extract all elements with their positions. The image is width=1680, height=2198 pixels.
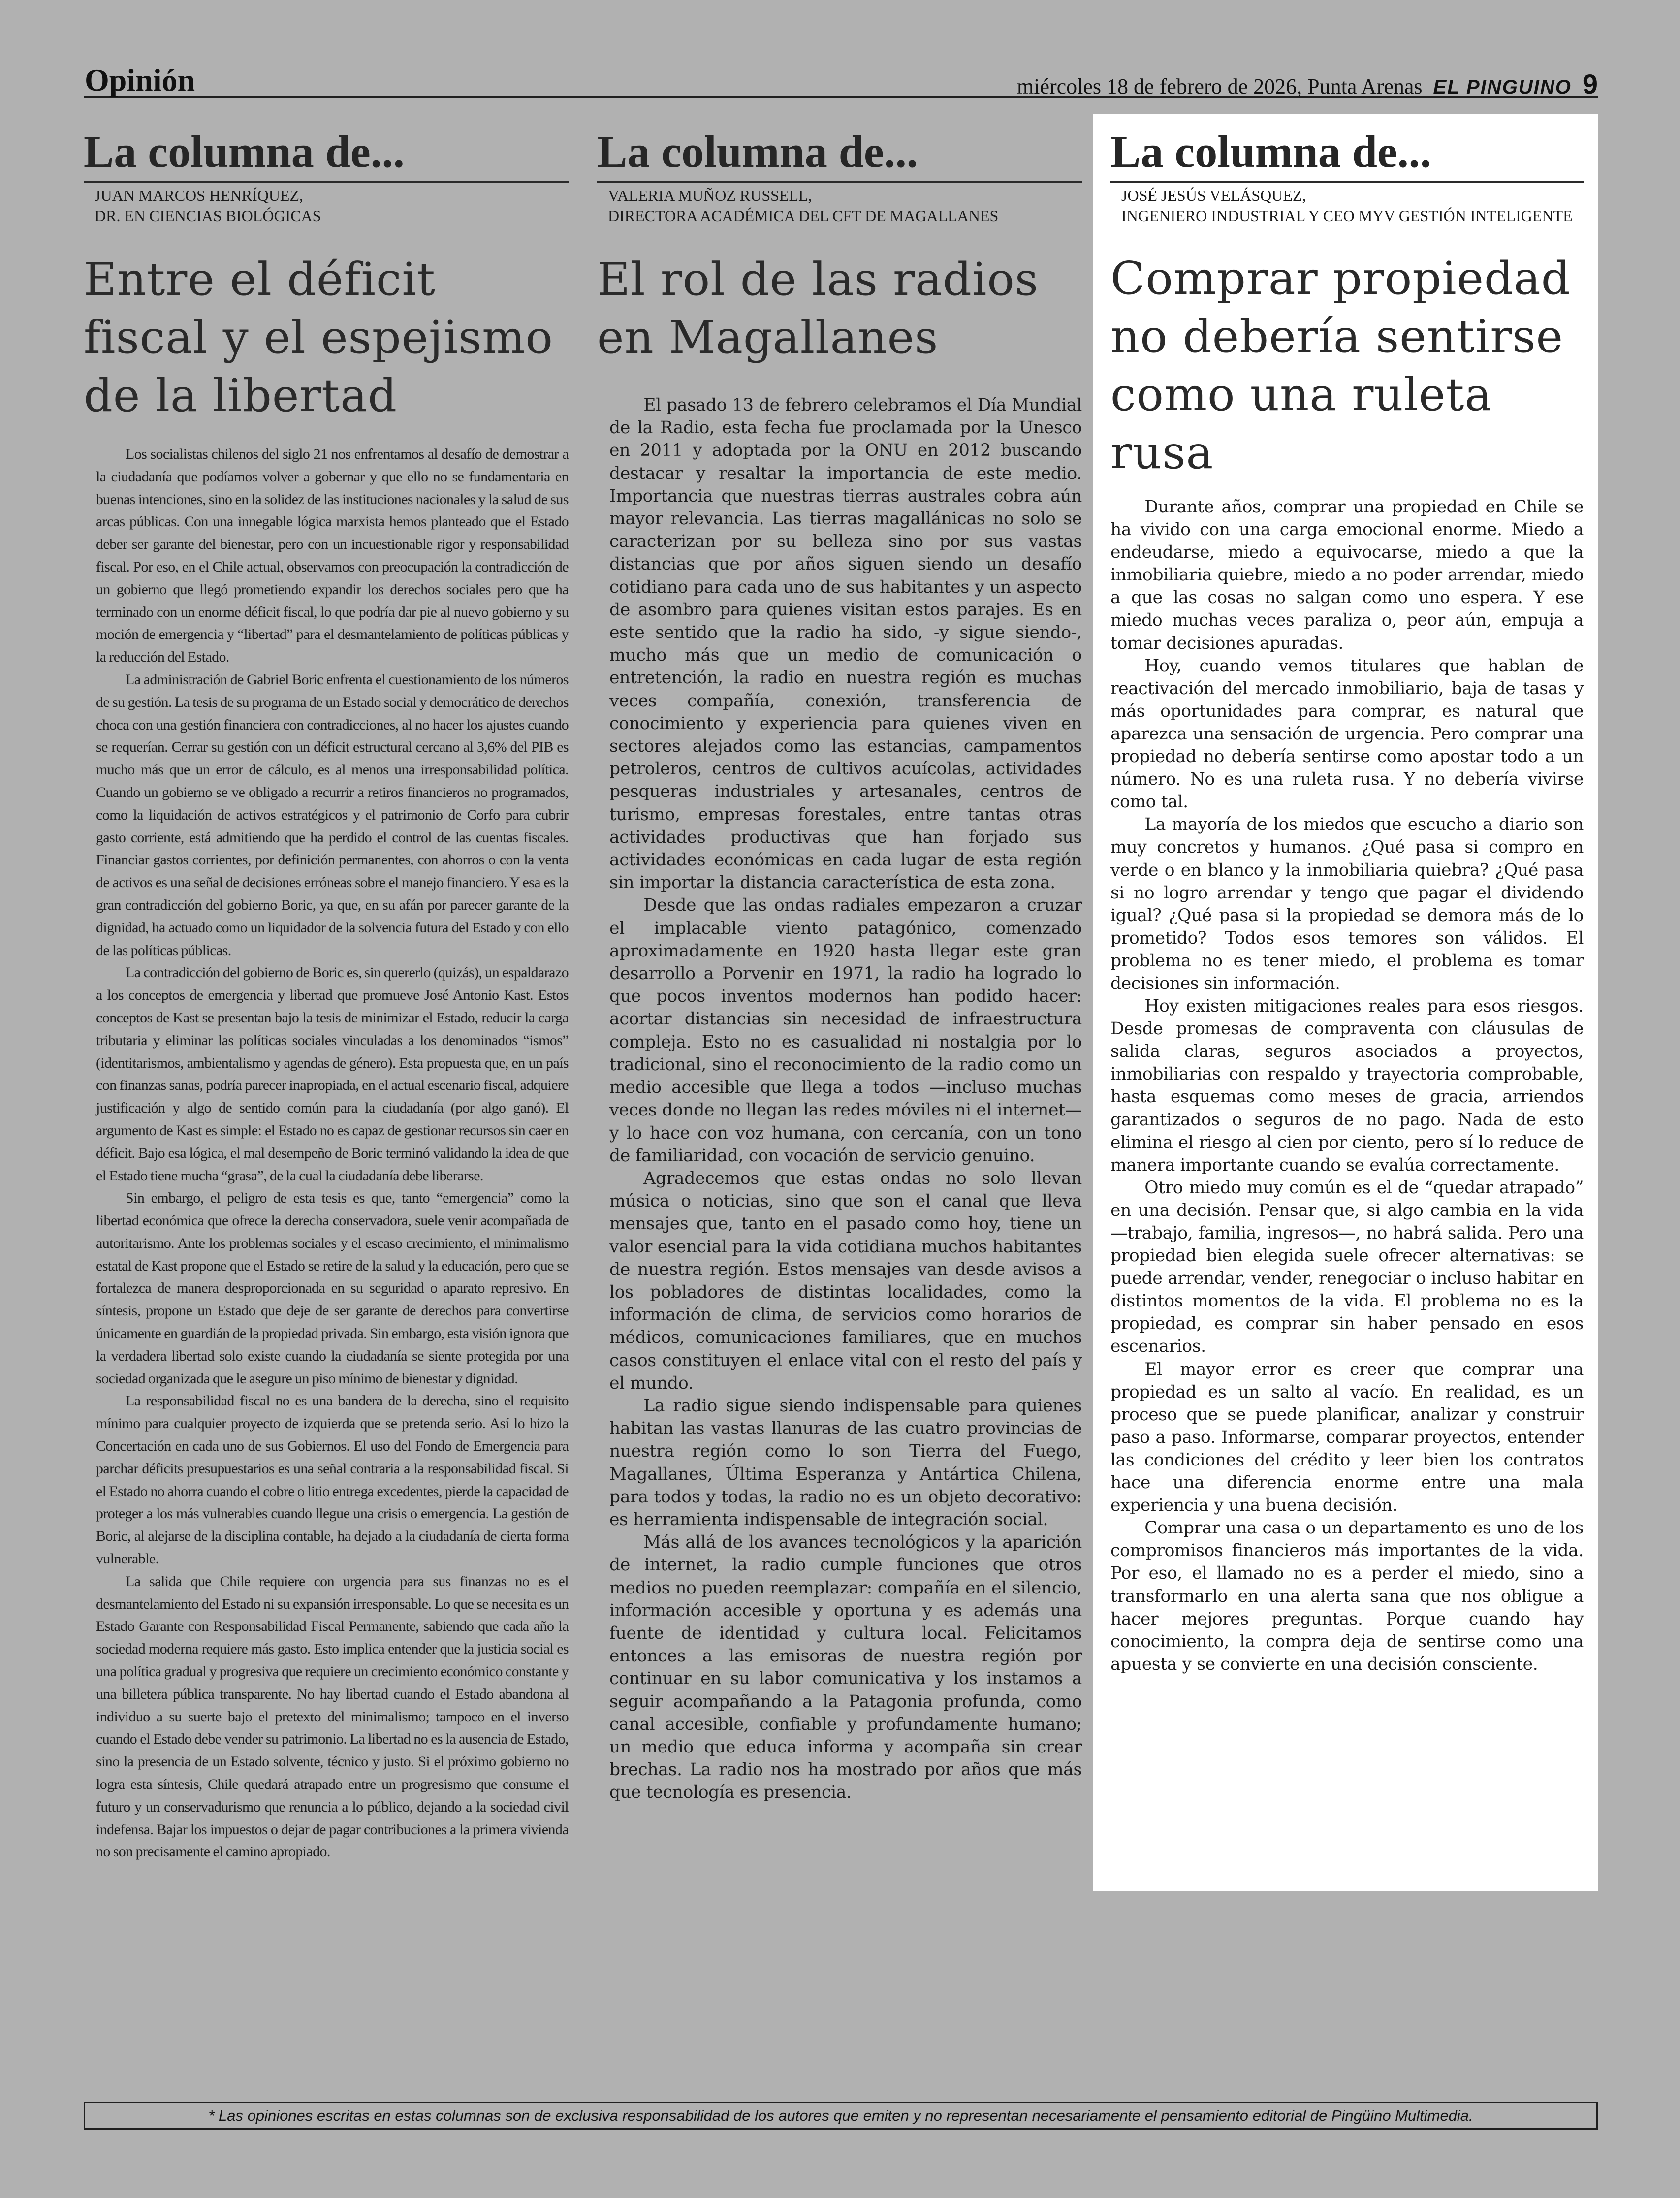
paragraph: La contradicción del gobierno de Boric es, sin quererlo (quizás), un espaldarazo a los conceptos de emergencia y libertad que promueve José Antonio Kast. Estos conceptos de Kast se presentan bajo la tesis de minimizar el Estado, reducir la carga tributaria y eliminar las políticas sociales vinculadas a los denominados “ismos” (identitarismos, ambientalismo y agendas de género). Esta propuesta que, en un país con finanzas sanas, podría parecer inapropiada, en el actual escenario fiscal, adquiere justificación y algo de sentido común para la ciudadanía (por algo ganó). El argumento de Kast es simple: el Estado no es capaz de gestionar recursos sin caer en déficit. Bajo esa lógica, el mal desempeño de Boric terminó validando la idea de que el Estado tiene mucha “grasa”, de la cual la ciudadanía debe liberarse. xyxy=(96,964,569,1184)
paragraph: El pasado 13 de febrero celebramos el Día Mundial de la Radio, esta fecha fue proclamada por la Unesco en 2011 y adoptada por la ONU en 2012 buscando destacar y resaltar la importancia de este medio. Importancia que nuestras tierras australes cobra aún mayor relevancia. Las tierras magallánicas no solo se caracterizan por su belleza sino por sus vastas distancias que por años siguen siendo un desafío cotidiano para cada uno de sus habitantes y un aspecto de asombro para quienes visitan estos parajes. Es en este sentido que la radio ha sido, -y sigue siendo-, mucho más que un medio de comunicación o entretención, la radio en nuestra región es muchas veces compañía, conexión, transferencia de conocimiento y experiencia para quienes viven en sectores alejados como las estancias, campamentos petroleros, centros de cultivos acuícolas, actividades pesqueras industriales y artesanales, centros de turismo, empresas forestales, entre tantas otras actividades productivas que han forjado sus actividades económicas en cada lugar de esta región sin importar la distancia característica de esta zona. xyxy=(609,395,1082,893)
paragraph: Agradecemos que estas ondas no solo llevan música o noticias, sino que son el canal que lleva mensajes que, tanto en el pasado como hoy, tiene un valor esencial para la vida cotidiana muchos habitantes de nuestra región. Estos mensajes van desde avisos a los pobladores de distintas localidades, como la información de clima, de servicios como horarios de médicos, comunicaciones familiares, que en muchos casos constituyen el enlace vital con el resto del país y el mundo. xyxy=(609,1168,1082,1393)
paragraph: Comprar una casa o un departamento es uno de los compromisos financieros más importantes de la vida. Por eso, el llamado no es a perder el miedo, sino a transformarlo en una alerta sana que nos obligue a hacer mejores preguntas. Porque cuando hay conocimiento, la compra deja de sentirse como una apuesta y se convierte en una decisión consciente. xyxy=(1110,1518,1584,1674)
paragraph: La salida que Chile requiere con urgencia para sus finanzas no es el desmantelamiento del Estado ni su expansión irresponsable. Lo que se necesita es un Estado Garante con Responsabilidad Fiscal Permanente, sabiendo que cada año la sociedad moderna requiere más gasto. Esto implica entender que la justicia social es una política gradual y progresiva que requiere un crecimiento económico constante y una billetera pública transparente. No hay libertad cuando el Estado abandona al individuo a su suerte bajo el pretexto del minimalismo; tampoco en el inverso cuando el Estado debe vender su patrimonio. La libertad no es la ausencia de Estado, sino la presencia de un Estado solvente, técnico y justo. Si el próximo gobierno no logra esta síntesis, Chile quedará atrapado entre un progresismo que consume el futuro y un conservadurismo que renuncia a lo público, dejando a la sociedad civil indefensa. Bajar los impuestos o dejar de pagar contribuciones a la primera vivienda no son precisamente el camino apropiado. xyxy=(96,1573,569,1860)
column-kicker: La columna de... xyxy=(597,129,1082,183)
author-title: DIRECTORA ACADÉMICA DEL CFT DE MAGALLANES xyxy=(608,207,999,224)
author-byline xyxy=(597,186,1082,226)
article-body xyxy=(1110,496,1584,1676)
paragraph: La responsabilidad fiscal no es una bandera de la derecha, sino el requisito mínimo para cualquier proyecto de izquierda que se pretenda serio. Así lo hizo la Concertación en cada uno de sus Gobiernos. El uso del Fondo de Emergencia para parchar déficits presupuestarios es una señal contraria a la responsabilidad fiscal. Si el Estado no ahorra cuando el cobre o litio entrega excedentes, pierde la capacidad de proteger a los más vulnerables cuando llegue una crisis o emergencia. La gestión de Boric, al alejarse de la disciplina contable, ha dejado a la ciudadanía de cierta forma vulnerable. xyxy=(96,1393,569,1567)
article-headline: Entre el déficit fiscal y el espejismo de la libertad xyxy=(84,253,553,422)
column-henriquez xyxy=(84,127,569,1860)
author-name: VALERIA MUÑOZ RUSSELL, xyxy=(608,187,812,204)
page-number: 9 xyxy=(1582,68,1598,99)
author-byline xyxy=(1110,186,1584,226)
paragraph: La administración de Gabriel Boric enfrenta el cuestionamiento de los números de su gestión. La tesis de su programa de un Estado social y democrático de derechos choca con una gestión financiera con contradicciones, al no hacer los ajustes cuando se requerían. Cerrar su gestión con un déficit estructural cercano al 3,6% del PIB es mucho más que un error de cálculo, es al menos una irresponsabilidad política. Cuando un gobierno se ve obligado a recurrir a retiros financieros no programados, como la liquidación de activos estratégicos y el patrimonio de Corfo para cubrir gasto corriente, está admitiendo que ha perdido el control de las cuentas fiscales. Financiar gastos corrientes, por definición permanentes, con ahorros o con la venta de activos es una señal de decisiones erróneas sobre el manejo financiero. Y esa es la gran contradicción del gobierno Boric, ya que, en su afán por parecer garante de la dignidad, ha actuado como un liquidador de la solvencia futura del Estado y con ello de las políticas públicas. xyxy=(96,671,569,958)
column-velasquez xyxy=(1093,114,1598,1891)
author-name: JUAN MARCOS HENRÍQUEZ, xyxy=(95,187,304,204)
column-kicker: La columna de... xyxy=(1110,129,1584,183)
column-kicker: La columna de... xyxy=(84,129,569,183)
paragraph: Hoy existen mitigaciones reales para esos riesgos. Desde promesas de compraventa con cláusulas de salida claras, seguros asociados a proyectos, inmobiliarias con respaldo y trayectoria comprobable, hasta esquemas como meses de gracia, arriendos garantizados o seguros de no pago. Nada de esto elimina el riesgo al cien por ciento, pero sí lo reduce de manera importante cuando se evalúa correctamente. xyxy=(1110,996,1584,1175)
paragraph: Sin embargo, el peligro de esta tesis es que, tanto “emergencia” como la libertad económica que ofrece la derecha conservadora, suele venir acompañada de autoritarismo. Ante los problemas sociales y el escaso crecimiento, el minimalismo estatal de Kast propone que el Estado se retire de la salud y la educación, pero que se fortalezca de manera desproporcionada en su seguridad o aparato represivo. En síntesis, propone un Estado que deje de ser garante de derechos para convertirse únicamente en guardián de la propiedad privada. Sin embargo, esta visión ignora que la verdadera libertad solo existe cuando la ciudadanía se siente protegida por una sociedad organizada que le asegure un piso mínimo de bienestar y dignidad. xyxy=(96,1190,569,1387)
article-headline: Comprar propiedad no debería sentirse como una ruleta rusa xyxy=(1110,252,1571,479)
article-body xyxy=(96,443,569,1863)
paragraph: Durante años, comprar una propiedad en Chile se ha vivido con una carga emocional enorme. Miedo a endeudarse, miedo a equivocarse, miedo a que la inmobiliaria quiebre, miedo a no poder arrendar, miedo a que las cosas no salgan como uno espera. Y ese miedo muchas veces paraliza o, peor aún, empuja a tomar decisiones apuradas. xyxy=(1110,497,1584,653)
column-munoz xyxy=(597,127,1082,1803)
paragraph: Los socialistas chilenos del siglo 21 nos enfrentamos al desafío de demostrar a la ciudadanía que podíamos volver a gobernar y que ello no se fundamentaria en buenas intenciones, sino en la solidez de las instituciones nacionales y la salud de sus arcas públicas. Con una innegable lógica marxista hemos planteado que el Estado deber ser garante del bienestar, pero con un incuestionable rigor y responsabilidad fiscal. Por eso, en el Chile actual, observamos con preocupación la contradicción de un gobierno que llegó prometiendo expandir los derechos sociales pero que ha terminado con un enorme déficit fiscal, lo que podría dar pie al nuevo gobierno y su moción de emergencia y “libertad” para el desmantelamiento de políticas públicas y la reducción del Estado. xyxy=(96,446,569,666)
newspaper-logo: EL PINGUINO xyxy=(1433,76,1572,98)
header-meta xyxy=(1017,68,1598,100)
author-byline xyxy=(84,186,569,226)
paragraph: Desde que las ondas radiales empezaron a cruzar el implacable viento patagónico, comenzado aproximadamente en 1920 hasta llegar este gran desarrollo a Porvenir en 1971, la radio ha logrado lo que pocos inventos modernos han podido hacer: acortar distancias sin necesidad de infraestructura compleja. Esto no es casualidad ni nostalgia por lo tradicional, sino el reconocimiento de la radio como un medio accesible que llega a todos —incluso muchas veces donde no llegan las redes móviles ni el internet— y lo hace con voz humana, con cercanía, con un tono de familiaridad, con vocación de servicio genuino. xyxy=(609,895,1082,1166)
disclaimer-text: * Las opiniones escritas en estas columnas son de exclusiva responsabilidad de los autores que emiten y no representan necesariamente el pensamiento editorial de Pingüino Multimedia. xyxy=(208,2107,1473,2124)
article-body xyxy=(609,394,1082,1804)
paragraph: Otro miedo muy común es el de “quedar atrapado” en una decisión. Pensar que, si algo cambia en la vida —trabajo, familia, ingresos—, no habrá salida. Pero una propiedad bien elegida suele ofrecer alternativas: se puede arrendar, vender, renegociar o incluso habitar en distintos momentos de la vida. El problema no es la propiedad, es comprar sin haber pensado en esos escenarios. xyxy=(1110,1178,1584,1357)
section-title: Opinión xyxy=(85,63,195,97)
paragraph: La mayoría de los miedos que escucho a diario son muy concretos y humanos. ¿Qué pasa si compro en verde o en blanco y la inmobiliaria quiebra? ¿Qué pasa si no logro arrendar y tengo que pagar el dividendo igual? ¿Qué pasa si la propiedad se demora más de lo prometido? Todos esos temores son válidos. El problema no es tener miedo, el problema es tomar decisiones sin información. xyxy=(1110,815,1584,993)
author-name: JOSÉ JESÚS VELÁSQUEZ, xyxy=(1121,187,1306,204)
paragraph: Hoy, cuando vemos titulares que hablan de reactivación del mercado inmobiliario, baja de tasas y más oportunidades para comprar, es natural que aparezca una sensación de urgencia. Pero comprar una propiedad no debería sentirse como apostar todo a un número. No es una ruleta rusa. Y no debería vivirse como tal. xyxy=(1110,656,1584,812)
date-place: miércoles 18 de febrero de 2026, Punta Arenas xyxy=(1017,74,1423,98)
author-title: DR. EN CIENCIAS BIOLÓGICAS xyxy=(95,207,321,224)
author-title: INGENIERO INDUSTRIAL Y CEO MYV GESTIÓN INTELIGENTE xyxy=(1121,207,1573,224)
paragraph: La radio sigue siendo indispensable para quienes habitan las vastas llanuras de las cuatro provincias de nuestra región como lo son Tierra del Fuego, Magallanes, Última Esperanza y Antártica Chilena, para todos y todas, la radio no es un objeto decorativo: es herramienta indispensable de integración social. xyxy=(609,1396,1082,1529)
paragraph: El mayor error es creer que comprar una propiedad es un salto al vacío. En realidad, es un proceso que se puede planificar, analizar y construir paso a paso. Informarse, comparar proyectos, entender las condiciones del crédito y leer bien los contratos hace una diferencia enorme entre una mala experiencia y una buena decisión. xyxy=(1110,1359,1584,1516)
article-headline: El rol de las radios en Magallanes xyxy=(597,253,1039,364)
disclaimer-box xyxy=(84,2102,1598,2130)
paragraph: Más allá de los avances tecnológicos y la aparición de internet, la radio cumple funciones que otros medios no pueden reemplazar: compañía en el silencio, información accesible y oportuna y es además una fuente de identidad y cultura local. Felicitamos entonces a las emisoras de nuestra región por continuar en su labor comunicativa y los instamos a seguir acompañando a la Patagonia profunda, como canal accesible, confiable y profundamente humano; un medio que educa informa y acompaña sin crear brechas. La radio nos ha mostrado por años que más que tecnología es presencia. xyxy=(609,1532,1082,1803)
page-header xyxy=(84,59,1598,98)
